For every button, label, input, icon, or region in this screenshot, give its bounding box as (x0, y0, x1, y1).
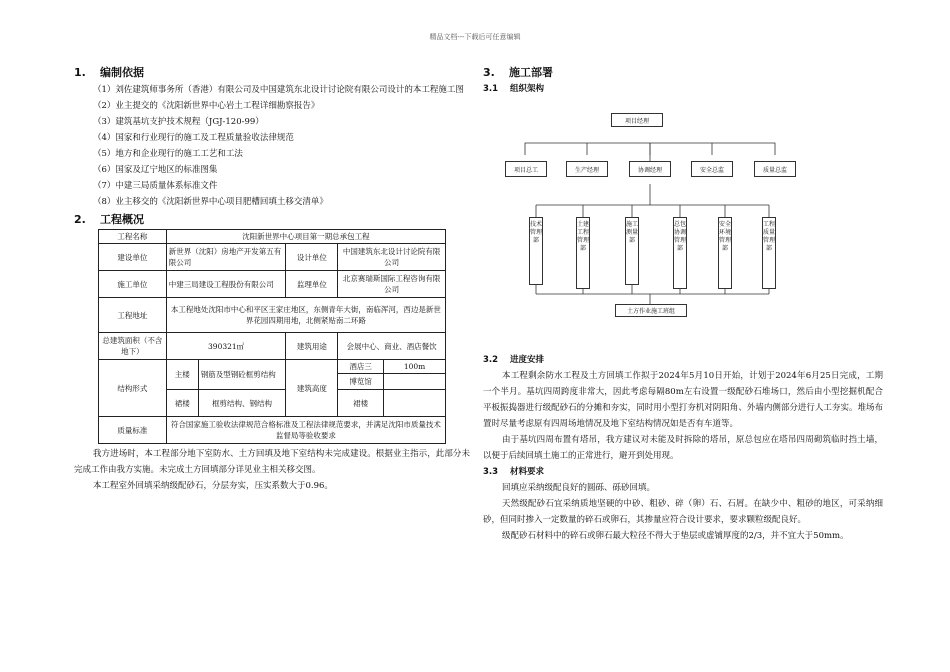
cell-podium-structure: 框剪结构、钢结构 (198, 390, 286, 417)
org-box-level2-3: 协调经理 (629, 161, 671, 177)
cell-quality: 符合国家施工验收法律规范合格标准及工程法律规范要求，并满足沈阳市质量技术监督局等验收要求 (166, 417, 445, 444)
subsection-3-2-title: 进度安排 (510, 355, 545, 365)
cell-project-name: 沈阳新世界中心项目第一期总承包工程 (166, 230, 445, 244)
section-2-number: 2. (74, 213, 86, 226)
material-para-1: 回填应采纳级配良好的圆砾、砾砂回填。 (502, 483, 656, 493)
schedule-para-2: 由于基坑四周布置有塔吊，我方建议对未能及时拆除的塔吊，原总包应在塔吊四周砌筑临时挡土墙，以便于后续回填土施工的正常进行，避开到处用现。 (483, 435, 883, 461)
overview-para-2: 本工程室外回填采纳级配砂石，分层夯实，压实系数大于0.96。 (93, 481, 333, 491)
section-2-title: 工程概况 (100, 213, 144, 226)
cell-label-owner: 建设单位 (99, 244, 167, 271)
basis-item-7: （7）中建三局质量体系标准文件 (93, 181, 218, 191)
subsection-3-2-number: 3.2 (483, 355, 499, 365)
cell-label-supervisor: 监理单位 (286, 271, 338, 298)
cell-label-address: 工程地址 (99, 298, 167, 333)
subsection-3-1-heading (483, 82, 883, 97)
material-para-3: 级配砂石材料中的碎石或卵石最大粒径不得大于垫层或虚铺厚度的2/3，并不宜大于50mm。 (502, 531, 849, 541)
org-box-level3-3: 施工测量部 (625, 217, 639, 285)
cell-owner: 新世界（沈阳）房地产开发第五有限公司 (166, 244, 286, 271)
cell-main-structure: 钢筋及型钢砼框剪结构 (198, 360, 286, 390)
subsection-3-1-number: 3.1 (483, 84, 499, 94)
subsection-3-2-heading (483, 353, 883, 368)
schedule-para-1: 本工程剩余防水工程及土方回填工作拟于2024年5月10日开始，计划于2024年6月25日完成，工期一个半月。基坑四周跨度非常大，因此考虑每隔80m左右设置一级配砂石堆场口，然后由小型挖掘机配合平板振捣器进行级配砂石的分摊和夯实，同时用小型打夯机对阴阳角、外墙内侧部分进行人工夯实。堆场布置时尽量考虑原有四周场地情况及地下室结构情况如是否有车道等。 (483, 371, 883, 429)
basis-item-3: （3）建筑基坑支护技术规程（JGJ-120-99） (93, 117, 264, 127)
cell-label-total-area: 总建筑面积（不含地下） (99, 333, 167, 360)
cell-label-quality: 质量标准 (99, 417, 167, 444)
cell-hotel-height: 100m (384, 360, 446, 374)
cell-main-building: 主楼 (166, 360, 198, 390)
section-3-number: 3. (483, 66, 495, 79)
cell-supervisor: 北京赛瑞斯国际工程咨询有限公司 (338, 271, 446, 298)
left-column (74, 64, 470, 494)
org-box-level2-5: 质量总监 (754, 161, 796, 177)
basis-item-4: （4）国家和行业现行的施工及工程质量验收法律规范 (93, 133, 294, 143)
org-box-level2-4: 安全总监 (691, 161, 733, 177)
cell-expo: 博览馆 (338, 374, 384, 390)
subsection-3-3-title: 材料要求 (510, 467, 545, 477)
org-box-top: 项目经理 (611, 113, 663, 127)
org-box-level3-6: 工程质量管理部 (762, 217, 776, 289)
org-box-bottom: 土方作业施工班组 (615, 304, 687, 317)
cell-label-contractor: 施工单位 (99, 271, 167, 298)
cell-label-structure: 结构形式 (99, 360, 167, 417)
cell-total-area: 390321㎡ (166, 333, 286, 360)
org-chart-connectors (511, 113, 791, 328)
page-header: 精品文档---下载后可任意编辑 (429, 33, 521, 41)
basis-item-1: （1）刘佐建筑师事务所（香港）有限公司及中国建筑东北设计讨论院有限公司设计的本工程施工图 (93, 85, 464, 95)
org-box-level2-1: 项目总工 (505, 161, 547, 177)
org-box-level3-4: 总包协调管理部 (673, 217, 687, 289)
cell-expo-height (384, 374, 446, 390)
subsection-3-3-heading (483, 465, 883, 480)
cell-contractor: 中建三局建设工程股份有限公司 (166, 271, 286, 298)
overview-para-1: 我方进场时，本工程部分地下室防水、土方回填及地下室结构未完成建设。根据业主指示，此部分未完成工作由我方实施。未完成土方回填部分详见业主相关移交图。 (74, 449, 470, 475)
cell-hotel: 酒店三 (338, 360, 384, 374)
basis-item-8: （8）业主移交的《沈阳新世界中心项目肥槽回填土移交清单》 (93, 197, 328, 207)
basis-item-6: （6）国家及辽宁地区的标准图集 (93, 165, 218, 175)
cell-usage: 会展中心、商业、酒店餐饮 (338, 333, 446, 360)
cell-label-project-name: 工程名称 (99, 230, 167, 244)
org-box-level3-5: 安全环境管理部 (718, 217, 732, 289)
cell-label-designer: 设计单位 (286, 244, 338, 271)
org-box-level3-1: 技术管理部 (529, 217, 543, 285)
cell-podium-height (384, 390, 446, 417)
cell-label-height: 建筑高度 (286, 360, 338, 417)
section-1-number: 1. (74, 66, 86, 79)
subsection-3-3-number: 3.3 (483, 467, 499, 477)
cell-podium: 裙楼 (166, 390, 198, 417)
section-3-title: 施工部署 (509, 66, 553, 79)
org-box-level2-2: 生产经理 (566, 161, 608, 177)
org-chart (511, 113, 791, 328)
basis-item-2: （2）业主提交的《沈阳新世界中心岩土工程详细勘察报告》 (93, 101, 320, 111)
subsection-3-1-title: 组织架构 (510, 84, 545, 94)
cell-designer: 中国建筑东北设计讨论院有限公司 (338, 244, 446, 271)
section-1-title: 编制依据 (100, 66, 144, 79)
section-1-heading (74, 64, 470, 82)
section-3-heading (483, 64, 883, 82)
cell-label-usage: 建筑用途 (286, 333, 338, 360)
org-box-level3-2: 土建工程管理部 (576, 217, 590, 289)
cell-address: 本工程地处沈阳市中心和平区王家庄地区，东侧青年大街，南临浑河，西边是新世界花园四期用地，北侧紧贴南二环路 (166, 298, 445, 333)
right-column (483, 64, 883, 544)
material-para-2: 天然级配砂石宜采纳质地坚硬的中砂、粗砂、碎（卵）石、石屑。在缺少中、粗砂的地区，可采纳细砂，但同时掺入一定数量的碎石或卵石，其掺量应符合设计要求，要求颗粒级配良好。 (483, 499, 883, 525)
section-2-heading (74, 211, 470, 229)
basis-item-5: （5）地方和企业现行的施工工艺和工法 (93, 149, 243, 159)
project-overview-table (98, 229, 446, 444)
cell-podium-height-label: 裙楼 (338, 390, 384, 417)
